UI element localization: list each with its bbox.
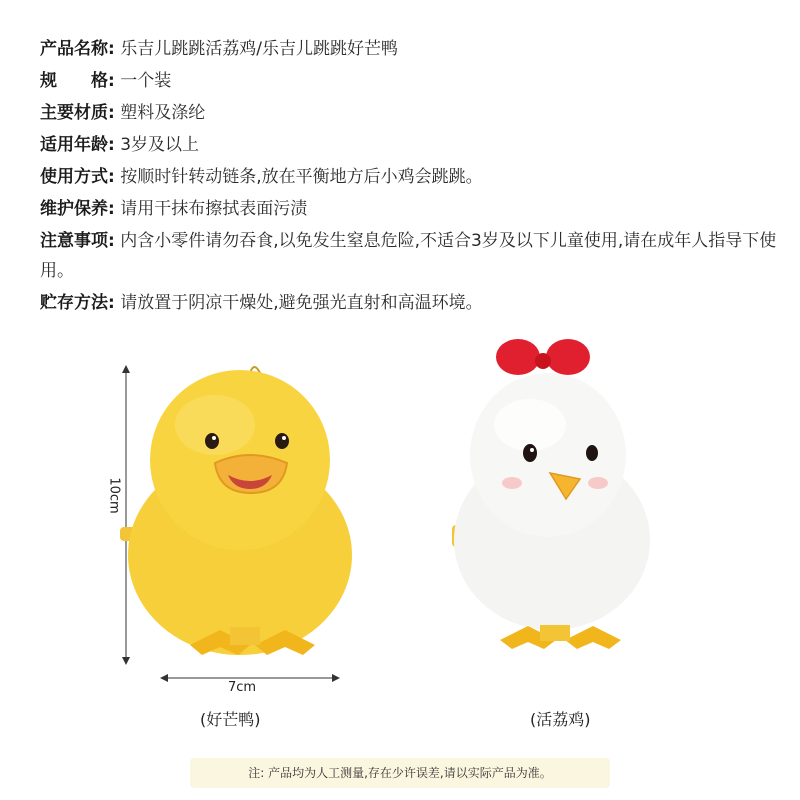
- spec-row-material: [40, 98, 780, 128]
- spec-value: 一个装: [120, 71, 172, 91]
- spec-value: 内含小零件请勿吞食,以免发生窒息危险,不适合3岁及以下儿童使用,请在成年人指导下使用。: [40, 231, 777, 281]
- spec-row-storage: [40, 288, 780, 318]
- chick-caption: (活荔鸡): [530, 710, 591, 729]
- spec-row-care: [40, 194, 780, 224]
- measurement-note: 注: 产品均为人工测量,存在少许误差,请以实际产品为准。: [190, 758, 610, 788]
- spec-row-age: [40, 130, 780, 160]
- spec-label: 贮存方法:: [40, 293, 115, 313]
- spec-label: 适用年龄:: [40, 135, 115, 155]
- spec-row-caution: [40, 226, 780, 286]
- spec-value: 请放置于阴凉干燥处,避免强光直射和高温环境。: [120, 293, 483, 313]
- spec-label: 主要材质:: [40, 103, 115, 123]
- white-chick-toy-image: [440, 335, 650, 665]
- spec-label: 规 格:: [40, 71, 115, 91]
- product-spec-list: [40, 34, 780, 320]
- duck-caption: (好芒鸭): [200, 710, 261, 729]
- spec-value: 塑料及涤纶: [120, 103, 206, 123]
- height-dimension-label: 10cm: [106, 477, 122, 514]
- spec-row-name: [40, 34, 780, 64]
- yellow-duck-toy-image: [110, 345, 370, 700]
- spec-row-usage: [40, 162, 780, 192]
- spec-value: 3岁及以上: [120, 135, 200, 155]
- spec-value: 按顺时针转动链条,放在平衡地方后小鸡会跳跳。: [120, 167, 483, 187]
- spec-row-size: [40, 66, 780, 96]
- width-dimension-label: 7cm: [228, 680, 257, 695]
- spec-value: 乐吉儿跳跳活荔鸡/乐吉儿跳跳好芒鸭: [120, 39, 398, 59]
- spec-label: 注意事项:: [40, 231, 115, 251]
- spec-label: 产品名称:: [40, 39, 115, 59]
- spec-label: 使用方式:: [40, 167, 115, 187]
- spec-label: 维护保养:: [40, 199, 115, 219]
- spec-value: 请用干抹布擦拭表面污渍: [120, 199, 308, 219]
